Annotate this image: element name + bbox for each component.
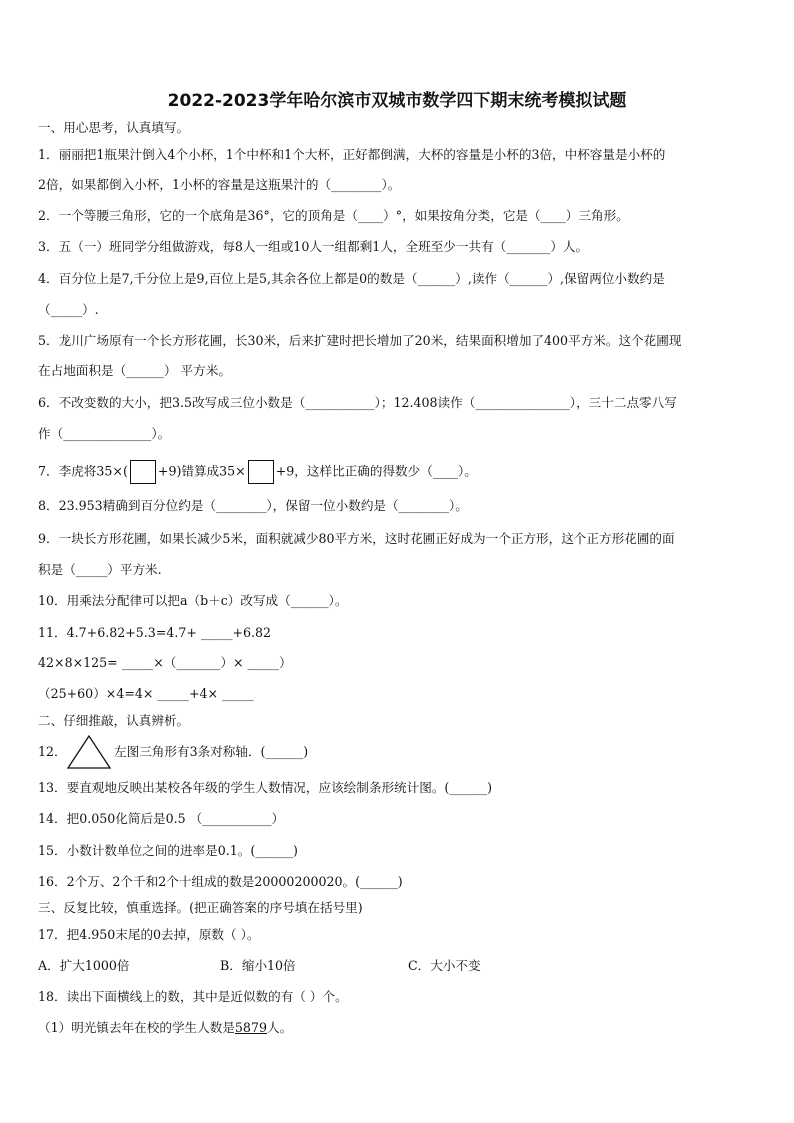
question-7-prefix: 7．李虎将35×( [38, 463, 128, 479]
question-16: 16．2个万、2个千和2个十组成的数是20000200020。(______) [38, 874, 403, 889]
choice-c: C．大小不变 [408, 958, 481, 973]
question-4-line-2: （_____）. [38, 302, 99, 317]
question-10: 10．用乘法分配律可以把a（b＋c）改写成（______）。 [38, 593, 348, 608]
question-8: 8．23.953精确到百分位约是（________），保留一位小数约是（________）。 [38, 498, 468, 513]
question-11-line-2: 42×8×125= _____×（_______）× _____） [38, 655, 292, 670]
question-15: 15．小数计数单位之间的进率是0.1。(______) [38, 843, 298, 858]
blank-box [248, 460, 274, 484]
choice-a: A．扩大1000倍 [38, 958, 130, 973]
question-3: 3．五（一）班同学分组做游戏，每8人一组或10人一组都剩1人，全班至少一共有（_______）人。 [38, 239, 589, 254]
question-5-line-1: 5．龙川广场原有一个长方形花圃，长30米，后来扩建时把长增加了20米，结果面积增加了400平方米。这个花圃现 [38, 333, 682, 348]
section-heading-3: 三、反复比较，慎重选择。(把正确答案的序号填在括号里) [38, 900, 363, 915]
question-6-line-1: 6．不改变数的大小，把3.5改写成三位小数是（___________）；12.408读作（_______________），三十二点零八写 [38, 395, 677, 410]
question-5-line-2: 在占地面积是（______） 平方米。 [38, 363, 231, 378]
question-18-item-1 [38, 1019, 292, 1037]
blank-box [130, 460, 156, 484]
choice-b: B．缩小10倍 [220, 958, 296, 973]
question-18-item-1-prefix: （1）明光镇去年在校的学生人数是 [38, 1020, 235, 1035]
question-7-middle: +9)错算成35× [157, 463, 246, 479]
section-heading-2: 二、仔细推敲，认真辨析。 [38, 713, 190, 728]
question-18-item-1-suffix: 人。 [266, 1020, 293, 1035]
section-heading-1: 一、用心思考，认真填写。 [38, 120, 190, 135]
question-2: 2．一个等腰三角形，它的一个底角是36°，它的顶角是（____）°，如果按角分类，它是（____）三角形。 [38, 208, 629, 223]
question-1-line-1: 1．丽丽把1瓶果汁倒入4个小杯，1个中杯和1个大杯，正好都倒满，大杯的容量是小杯的3倍，中杯容量是小杯的 [38, 147, 666, 162]
question-12-number: 12． [38, 744, 67, 759]
question-9-line-1: 9．一块长方形花圃，如果长减少5米，面积就减少80平方米，这时花圃正好成为一个正方形，这个正方形花圃的面 [38, 531, 675, 546]
page-title: 2022-2023学年哈尔滨市双城市数学四下期末统考模拟试题 [167, 91, 627, 111]
question-11-line-3: （25+60）×4=4× _____+4× _____ [38, 686, 254, 701]
question-11-line-1: 11．4.7+6.82+5.3=4.7+ _____+6.82 [38, 625, 272, 640]
question-1-line-2: 2倍，如果都倒入小杯，1小杯的容量是这瓶果汁的（________）。 [38, 177, 401, 192]
question-12: 左图三角形有3条对称轴．(______) [114, 744, 309, 759]
question-13: 13．要直观地反映出某校各年级的学生人数情况，应该绘制条形统计图。(______) [38, 780, 493, 795]
underlined-number: 5879 [234, 1020, 267, 1035]
triangle-figure [66, 734, 112, 770]
question-7-suffix: +9，这样比正确的得数少（____）。 [275, 463, 477, 479]
question-6-line-2: 作（______________）。 [38, 426, 171, 441]
question-17: 17．把4.950末尾的0去掉，原数（ ）。 [38, 927, 260, 942]
question-4-line-1: 4．百分位上是7,千分位上是9,百位上是5,其余各位上都是0的数是（______）,读作（______）,保留两位小数约是 [38, 271, 665, 286]
question-9-line-2: 积是（_____）平方米. [38, 562, 162, 577]
question-7 [38, 460, 477, 484]
question-18: 18．读出下面横线上的数，其中是近似数的有（ ）个。 [38, 989, 348, 1004]
question-14: 14．把0.050化简后是0.5 （___________） [38, 811, 285, 826]
